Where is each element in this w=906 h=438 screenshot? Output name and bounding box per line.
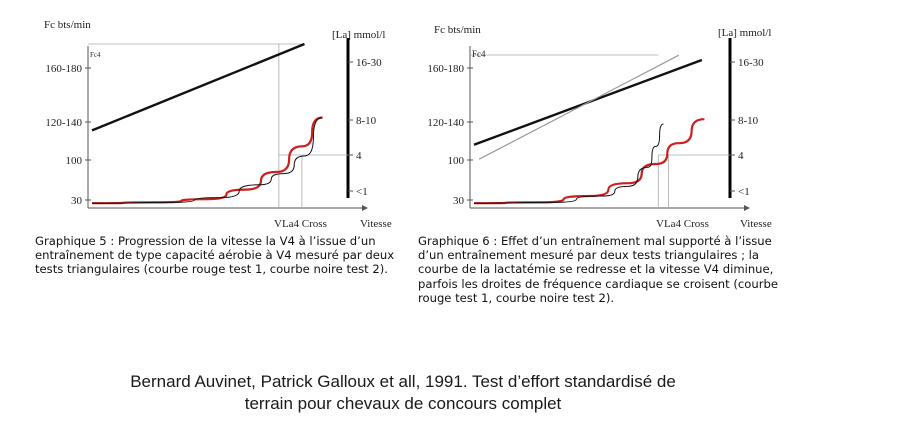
- fc4-marker: Fc4: [90, 51, 101, 59]
- tick-right-label: <1: [738, 186, 750, 198]
- series-line-3: [92, 118, 322, 204]
- tick-left-label: 160-180: [45, 63, 82, 75]
- x-marker-label: VLa4 Cross: [274, 218, 327, 230]
- series-line-1: [92, 44, 304, 130]
- tick-left-label: 30: [453, 195, 464, 207]
- tick-left-label: 120-140: [45, 117, 82, 129]
- chart-graphique-5: [30, 0, 410, 234]
- caption-graphique-6: Graphique 6 : Effet d’un entraînement mal supporté à l’issue d’un entraînement mesuré par deux tests triangulaires ; la courbe de la lactatémie se redresse et la vitesse V4 diminue, parfois les droites de fréquence cardiaque se croisent (courbe rouge test 1, courbe noire test 2).: [418, 234, 778, 305]
- tick-right-label: 16-30: [738, 57, 764, 69]
- tick-right-label: 8-10: [738, 115, 759, 127]
- caption-graphique-5: Graphique 5 : Progression de la vitesse la V4 à l’issue d’un entraînement de type capacité aérobie à V4 mesuré par deux tests triangulaires (courbe rouge test 1, courbe noire test 2).: [35, 234, 395, 277]
- x-axis-arrow: [362, 205, 368, 211]
- tick-left-label: 100: [447, 155, 464, 167]
- x-axis-label: Vitesse: [360, 218, 392, 230]
- citation-line-1: Bernard Auvinet, Patrick Galloux et all, 1991. Test d’effort standardisé de: [130, 372, 676, 391]
- tick-left-label: 30: [71, 195, 82, 207]
- tick-right-label: 4: [356, 150, 362, 162]
- tick-right-label: 8-10: [356, 115, 377, 127]
- y-axis-left-label: Fc bts/min: [44, 19, 91, 31]
- tick-right-label: 4: [738, 150, 744, 162]
- series-line-2: [92, 118, 322, 204]
- x-axis-arrow: [744, 205, 750, 211]
- tick-right-label: 16-30: [356, 57, 382, 69]
- y-axis-left-label: Fc bts/min: [434, 24, 481, 36]
- citation-line-2: terrain pour chevaux de concours complet: [244, 394, 562, 413]
- fc4-marker: Fc4: [472, 49, 486, 59]
- y-axis-right-label: [La] mmol/l: [718, 27, 772, 39]
- series-line-4: [474, 124, 663, 203]
- x-axis-label: Vitesse: [740, 218, 772, 230]
- chart-graphique-6: [412, 0, 792, 234]
- tick-left-label: 100: [65, 155, 82, 167]
- series-line-2: [479, 55, 679, 159]
- tick-left-label: 120-140: [427, 117, 464, 129]
- tick-left-label: 160-180: [427, 63, 464, 75]
- x-marker-label: VLa4 Cross: [656, 218, 709, 230]
- tick-right-label: <1: [356, 186, 368, 198]
- y-axis-right-label: [La] mmol/l: [332, 29, 386, 41]
